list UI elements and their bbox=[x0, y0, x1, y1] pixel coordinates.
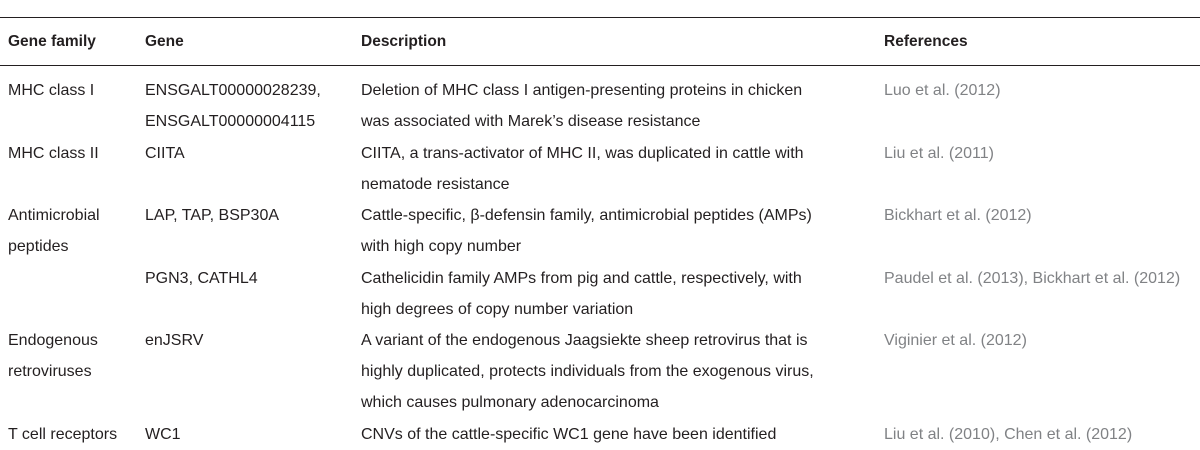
description-text: was associated with Marek’s disease resistance bbox=[361, 113, 701, 130]
description-text: high degrees of copy number variation bbox=[361, 301, 634, 318]
description-text: with high copy number bbox=[361, 238, 522, 255]
gene-family-text: peptides bbox=[8, 238, 69, 255]
reference-separator: , bbox=[1023, 270, 1033, 287]
description-cell bbox=[361, 263, 802, 325]
gene-text: PGN3, CATHL4 bbox=[145, 270, 258, 287]
gene-family-cell bbox=[8, 325, 98, 387]
gene-cell bbox=[145, 138, 185, 169]
description-text: A variant of the endogenous Jaagsiekte sheep retrovirus that is bbox=[361, 332, 808, 349]
gene-family-cell bbox=[8, 75, 94, 106]
references-cell bbox=[884, 325, 1027, 356]
description-cell bbox=[361, 138, 804, 200]
reference-link[interactable]: Bickhart et al. (2012) bbox=[1032, 270, 1181, 287]
gene-family-text: Antimicrobial bbox=[8, 207, 100, 224]
reference-separator: , bbox=[995, 426, 1005, 443]
gene-cell bbox=[145, 263, 258, 294]
gene-cell bbox=[145, 325, 203, 356]
gene-family-text: retroviruses bbox=[8, 363, 92, 380]
description-text: CNVs of the cattle-specific WC1 gene have been identified bbox=[361, 426, 777, 443]
gene-family-cell bbox=[8, 419, 117, 450]
description-text: highly duplicated, protects individuals from the exogenous virus, bbox=[361, 363, 814, 380]
reference-link[interactable]: Luo et al. (2012) bbox=[884, 82, 1001, 99]
gene-text: CIITA bbox=[145, 145, 185, 162]
gene-text: LAP, TAP, BSP30A bbox=[145, 207, 280, 224]
gene-cell bbox=[145, 75, 321, 137]
reference-link[interactable]: Bickhart et al. (2012) bbox=[884, 207, 1032, 224]
description-text: Deletion of MHC class I antigen-presenting proteins in chicken bbox=[361, 82, 803, 99]
gene-text: WC1 bbox=[145, 426, 181, 443]
description-cell bbox=[361, 200, 812, 262]
gene-family-text: MHC class II bbox=[8, 145, 99, 162]
references-cell bbox=[884, 200, 1032, 231]
references-cell bbox=[884, 419, 1132, 450]
reference-link[interactable]: Viginier et al. (2012) bbox=[884, 332, 1027, 349]
header-gene: Gene bbox=[145, 33, 184, 50]
references-cell bbox=[884, 263, 1180, 294]
gene-text: ENSGALT00000004115 bbox=[145, 113, 316, 130]
description-cell bbox=[361, 325, 814, 418]
gene-text: ENSGALT00000028239, bbox=[145, 82, 321, 99]
description-cell bbox=[361, 75, 802, 137]
gene-family-text: T cell receptors bbox=[8, 426, 118, 443]
references-cell bbox=[884, 138, 994, 169]
description-text: nematode resistance bbox=[361, 176, 510, 193]
table-top-rule bbox=[0, 17, 1200, 18]
description-text: Cattle-specific, β-defensin family, antimicrobial peptides (AMPs) bbox=[361, 207, 812, 224]
reference-link[interactable]: Chen et al. (2012) bbox=[1004, 426, 1133, 443]
description-text: Cathelicidin family AMPs from pig and cattle, respectively, with bbox=[361, 270, 802, 287]
header-gene-family: Gene family bbox=[8, 33, 96, 50]
description-text: CIITA, a trans-activator of MHC II, was duplicated in cattle with bbox=[361, 145, 804, 162]
reference-link[interactable]: Liu et al. (2010) bbox=[884, 426, 996, 443]
table-header-rule bbox=[0, 65, 1200, 66]
gene-family-cell bbox=[8, 200, 100, 262]
header-description: Description bbox=[361, 33, 447, 50]
references-cell bbox=[884, 75, 1001, 106]
reference-link[interactable]: Paudel et al. (2013) bbox=[884, 270, 1024, 287]
gene-family-text: Endogenous bbox=[8, 332, 98, 349]
reference-link[interactable]: Liu et al. (2011) bbox=[884, 145, 994, 162]
header-references: References bbox=[884, 33, 968, 50]
gene-text: enJSRV bbox=[145, 332, 204, 349]
description-cell bbox=[361, 419, 776, 450]
gene-family-text: MHC class I bbox=[8, 82, 95, 99]
description-text: which causes pulmonary adenocarcinoma bbox=[361, 394, 659, 411]
gene-cell bbox=[145, 200, 279, 231]
gene-family-cell bbox=[8, 138, 99, 169]
gene-cell bbox=[145, 419, 181, 450]
